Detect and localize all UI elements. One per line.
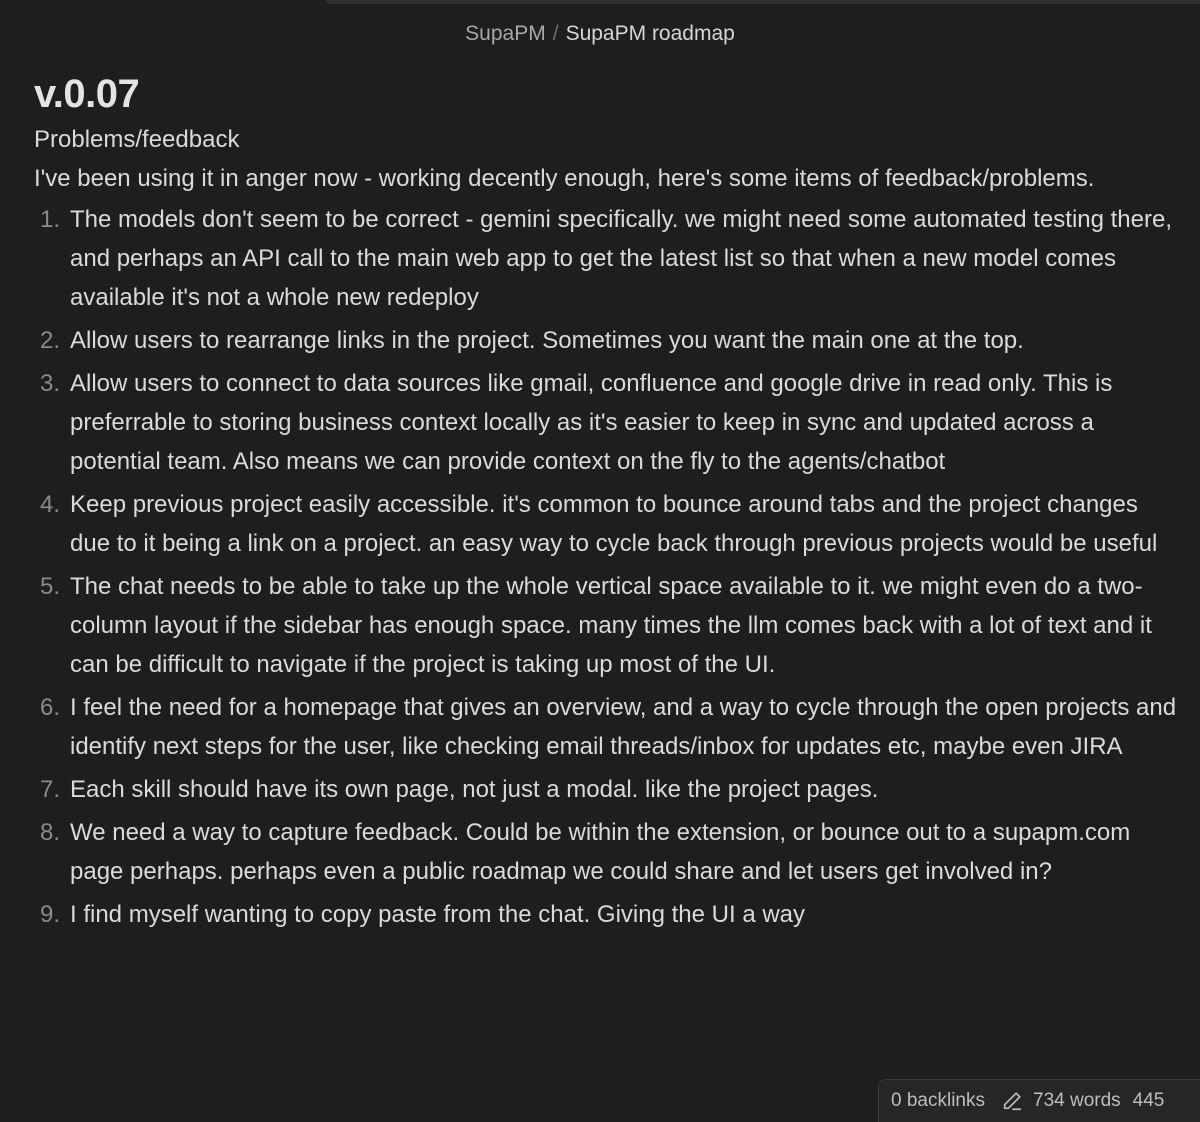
list-item-number: 1. bbox=[40, 206, 61, 233]
list-item bbox=[34, 895, 1184, 934]
list-item-text: Each skill should have its own page, not just a modal. like the project pages. bbox=[70, 776, 879, 803]
list-item-text: We need a way to capture feedback. Could be within the extension, or bounce out to a supapm.com page perhaps. perhaps even a public roadmap we could share and let users get involved in? bbox=[70, 819, 1131, 885]
list-item bbox=[34, 813, 1184, 891]
list-item-number: 7. bbox=[40, 776, 61, 803]
list-item-number: 5. bbox=[40, 573, 61, 600]
note-intro: I've been using it in anger now - working decently enough, here's some items of feedback/problems. bbox=[34, 165, 1095, 192]
list-item bbox=[34, 485, 1184, 563]
list-item-text: I find myself wanting to copy paste from the chat. Giving the UI a way bbox=[70, 901, 806, 928]
word-count[interactable]: 734 words bbox=[1033, 1090, 1121, 1111]
note-subheading: Problems/feedback bbox=[34, 126, 240, 153]
breadcrumb bbox=[0, 20, 1200, 48]
list-item-number: 4. bbox=[40, 491, 61, 518]
pencil-icon[interactable] bbox=[1001, 1090, 1023, 1112]
list-item-text: Allow users to rearrange links in the project. Sometimes you want the main one at the top. bbox=[70, 327, 1024, 354]
list-item bbox=[34, 200, 1184, 317]
breadcrumb-current[interactable]: SupaPM roadmap bbox=[565, 22, 735, 45]
list-item bbox=[34, 688, 1184, 766]
backlinks-count[interactable]: 0 backlinks bbox=[891, 1090, 985, 1111]
list-item bbox=[34, 567, 1184, 684]
list-item-number: 2. bbox=[40, 327, 61, 354]
list-item-text: I feel the need for a homepage that gives an overview, and a way to cycle through the open projects and identify next steps for the user, like checking email threads/inbox for updates etc, maybe even JIRA bbox=[70, 694, 1177, 760]
list-item-number: 9. bbox=[40, 901, 61, 928]
note-content[interactable] bbox=[34, 70, 1184, 938]
list-item bbox=[34, 321, 1184, 360]
character-count[interactable]: 445 bbox=[1132, 1090, 1165, 1111]
list-item-number: 6. bbox=[40, 694, 61, 721]
list-item-text: The chat needs to be able to take up the whole vertical space available to it. we might even do a two-column layout if the sidebar has enough space. many times the llm comes back with a lot of text and it can be difficult to navigate if the project is taking up most of the UI. bbox=[70, 573, 1152, 678]
list-item-text: The models don't seem to be correct - gemini specifically. we might need some automated testing there, and perhaps an API call to the main web app to get the latest list so that when a new model comes available it's not a whole new redeploy bbox=[70, 206, 1173, 311]
list-item bbox=[34, 364, 1184, 481]
breadcrumb-parent[interactable]: SupaPM bbox=[465, 22, 546, 45]
list-item-number: 3. bbox=[40, 370, 61, 397]
window-top-edge bbox=[325, 0, 1200, 4]
list-item bbox=[34, 770, 1184, 809]
breadcrumb-separator: / bbox=[552, 22, 559, 45]
status-bar bbox=[878, 1079, 1200, 1122]
list-item-number: 8. bbox=[40, 819, 61, 846]
feedback-list bbox=[34, 200, 1184, 934]
note-heading: v.0.07 bbox=[34, 72, 140, 116]
list-item-text: Allow users to connect to data sources like gmail, confluence and google drive in read only. This is preferrable to storing business context locally as it's easier to keep in sync and updated across a potential team. Also means we can provide context on the fly to the agents/chatbot bbox=[70, 370, 1113, 475]
list-item-text: Keep previous project easily accessible. it's common to bounce around tabs and the project changes due to it being a link on a project. an easy way to cycle back through previous projects would be useful bbox=[70, 491, 1158, 557]
